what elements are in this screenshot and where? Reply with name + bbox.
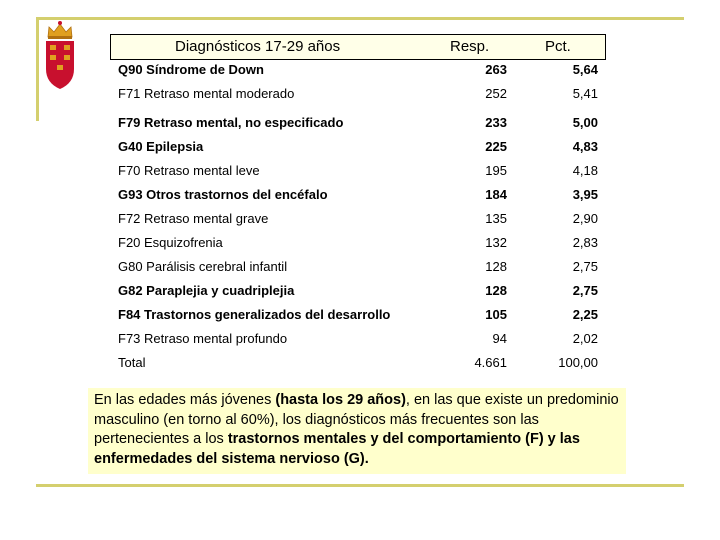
resp-value: 195 [485, 163, 507, 178]
resp-value: 94 [492, 331, 507, 346]
table-row [110, 255, 604, 279]
diagnosis-label: F20 Esquizofrenia [118, 235, 223, 250]
pct-value: 2,75 [572, 283, 598, 298]
diagnosis-label: F79 Retraso mental, no especificado [118, 115, 344, 130]
diagnosis-label: G93 Otros trastornos del encéfalo [118, 187, 328, 202]
table-row [110, 327, 604, 351]
table-row [110, 111, 604, 135]
table-row [110, 159, 604, 183]
resp-value: 252 [485, 86, 507, 101]
total-pct-value: 100,00 [558, 355, 598, 370]
pct-value: 2,02 [572, 331, 598, 346]
pct-value: 4,18 [572, 163, 598, 178]
table-row [110, 135, 604, 159]
resp-value: 135 [485, 211, 507, 226]
summary-note [88, 388, 626, 474]
diagnosis-label: G40 Epilepsia [118, 139, 204, 154]
table-row [110, 303, 604, 327]
table-row [110, 231, 604, 255]
top-rule [36, 17, 684, 20]
diagnosis-label: F70 Retraso mental leve [118, 163, 260, 178]
diagnosis-label: Q90 Síndrome de Down [118, 62, 264, 77]
table-row [110, 58, 604, 82]
pct-value: 4,83 [572, 139, 598, 154]
left-rule [36, 17, 39, 121]
resp-value: 128 [485, 259, 507, 274]
total-row [110, 351, 604, 375]
table-header [110, 34, 606, 60]
pct-value: 5,00 [572, 115, 598, 130]
region-emblem-icon [40, 19, 80, 93]
pct-value: 5,41 [572, 86, 598, 101]
resp-value: 225 [485, 139, 507, 154]
table-row [110, 183, 604, 207]
note-text: , en las que existe un predominio masculino (en torno al 60%), los diagnósticos más frecuentes son las pertenecientes a los [94, 392, 619, 447]
diagnosis-label: F84 Trastornos generalizados del desarrollo [118, 307, 391, 322]
resp-value: 128 [485, 283, 507, 298]
total-label: Total [118, 355, 146, 370]
resp-value: 263 [485, 62, 507, 77]
diagnosis-label: F73 Retraso mental profundo [118, 331, 288, 346]
pct-value: 5,64 [572, 62, 598, 77]
pct-value: 2,90 [572, 211, 598, 226]
pct-value: 2,25 [572, 307, 598, 322]
table-row [110, 207, 604, 231]
diagnosis-label: F71 Retraso mental moderado [118, 86, 295, 101]
resp-value: 233 [485, 115, 507, 130]
resp-value: 105 [485, 307, 507, 322]
table-title: Diagnósticos 17-29 años [175, 38, 341, 55]
diagnosis-label: G80 Parálisis cerebral infantil [118, 259, 288, 274]
note-text: En las edades más jóvenes [94, 392, 276, 408]
pct-value: 3,95 [572, 187, 598, 202]
pct-value: 2,75 [572, 259, 598, 274]
table-row [110, 82, 604, 106]
resp-value: 184 [485, 187, 507, 202]
diagnosis-label: G82 Paraplejia y cuadriplejia [118, 283, 295, 298]
resp-value: 132 [485, 235, 507, 250]
column-header-resp: Resp. [450, 38, 490, 55]
note-emphasis: trastornos mentales y del comportamiento (F) y las enfermedades del sistema nervioso (G). [94, 431, 580, 467]
total-resp-value: 4.661 [474, 355, 507, 370]
table-row [110, 279, 604, 303]
diagnosis-label: F72 Retraso mental grave [118, 211, 269, 226]
pct-value: 2,83 [572, 235, 598, 250]
column-header-pct: Pct. [545, 38, 571, 55]
note-emphasis: (hasta los 29 años) [275, 392, 406, 408]
bottom-rule [36, 484, 684, 487]
